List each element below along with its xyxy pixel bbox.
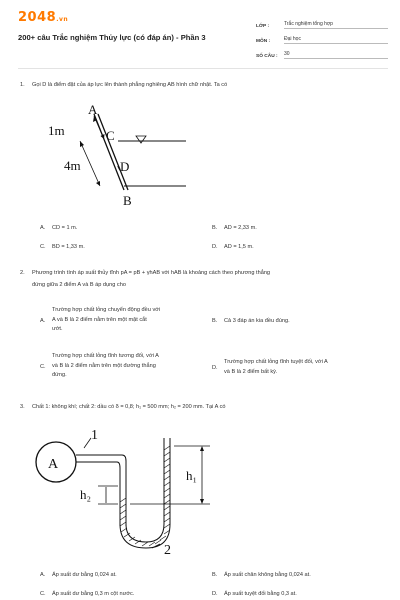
question-2-text-line2: đứng giữa 2 điểm A và B áp dụng cho (32, 282, 126, 288)
figure1-label-b: B (123, 193, 132, 208)
meta-class-value: Trắc nghiệm tổng hợp (284, 21, 388, 29)
header-divider (18, 68, 388, 69)
question-1-number: 1. (20, 82, 25, 88)
question-3-figure (34, 424, 234, 556)
option-text: Áp suất chân không bằng 0,024 at. (224, 572, 311, 578)
meta-subject-row (256, 29, 388, 44)
option-key: D. (212, 365, 218, 371)
figure3-label-h1: h₁ (186, 468, 198, 483)
option-key: C. (40, 244, 46, 250)
document-title: 200+ câu Trắc nghiệm Thủy lực (có đáp án) - Phần 3 (18, 33, 206, 42)
meta-class-row (256, 14, 388, 29)
option-key: A. (40, 572, 46, 578)
figure1-label-1m: 1m (48, 123, 65, 138)
option-line: Trường hợp chất lỏng tĩnh tuyệt đối, với A (224, 359, 328, 365)
option-text: Áp suất dư bằng 0,024 at. (52, 572, 117, 578)
option-text: AD = 1,5 m. (224, 244, 254, 250)
site-logo[interactable] (18, 10, 68, 25)
option-line: Trường hợp chất lỏng chuyển động đều với (52, 307, 161, 313)
option-line: đứng. (52, 372, 67, 378)
meta-count-value: 30 (284, 51, 388, 59)
figure3-label-1: 1 (91, 428, 98, 443)
option-text: AD = 2,33 m. (224, 225, 257, 231)
option-text: BD = 1,33 m. (52, 244, 85, 250)
figure1-label-a: A (88, 102, 98, 117)
meta-count-label: SỐ CÂU : (256, 54, 278, 59)
meta-subject-label: MÔN : (256, 39, 271, 44)
option-key: D. (212, 591, 218, 597)
question-2-number: 2. (20, 270, 25, 276)
figure3-label-h2: h₂ (80, 487, 92, 502)
option-line: và B là 2 điểm nằm trên một đường thẳng (52, 362, 156, 369)
option-line: ướt. (52, 326, 63, 332)
figure3-label-a: A (48, 457, 59, 472)
option-key: A. (40, 225, 46, 231)
question-3-text: Chất 1: không khí; chất 2: dầu có δ = 0,8; h₁ = 500 mm; h₂ = 200 mm. Tại A có (32, 404, 226, 410)
logo-main: 2048 (18, 10, 57, 25)
option-text (224, 358, 328, 377)
option-key: C. (40, 591, 46, 597)
meta-subject-value: Đại học (284, 36, 388, 44)
figure1-label-c: C (106, 128, 115, 143)
figure3-label-2: 2 (164, 543, 171, 556)
option-text: Cả 3 đáp án kia đều đúng. (224, 318, 290, 324)
water-level-icon (136, 136, 146, 143)
fluid-hatching (120, 446, 170, 546)
question-2-text-line1: Phương trình tính áp suất thủy tĩnh pA = pB + γhAB với hAB là khoảng cách theo phương thẳng (32, 270, 271, 276)
option-line: A và B là 2 điểm nằm trên một mặt cắt (52, 316, 147, 323)
figure1-label-d: D (120, 159, 130, 174)
option-text: Áp suất tuyệt đối bằng 0,3 at. (224, 591, 297, 597)
option-text: CD = 1 m. (52, 225, 78, 231)
question-3-number: 3. (20, 404, 25, 410)
option-text: Áp suất dư bằng 0,3 m cột nước. (52, 591, 135, 597)
option-text (52, 352, 159, 381)
figure1-label-4m: 4m (64, 158, 81, 173)
option-key: B. (212, 318, 218, 324)
question-1-figure (40, 98, 200, 210)
meta-count-row (256, 44, 388, 59)
document-meta (256, 14, 388, 59)
option-key: A. (40, 318, 46, 324)
meta-class-label: LỚP : (256, 24, 270, 29)
option-line: Trường hợp chất lỏng tĩnh tương đối, với A (52, 353, 159, 359)
logo-suffix: .vn (56, 16, 69, 23)
question-1-text: Gọi D là điểm đặt của áp lực lên thành phẳng nghiêng AB hình chữ nhật. Ta có (32, 82, 228, 88)
option-key: B. (212, 225, 218, 231)
option-key: D. (212, 244, 218, 250)
page-header (0, 0, 400, 70)
option-key: C. (40, 364, 46, 370)
option-text (52, 306, 160, 335)
option-line: và B là 2 điểm bất kỳ. (224, 368, 278, 375)
option-key: B. (212, 572, 218, 578)
